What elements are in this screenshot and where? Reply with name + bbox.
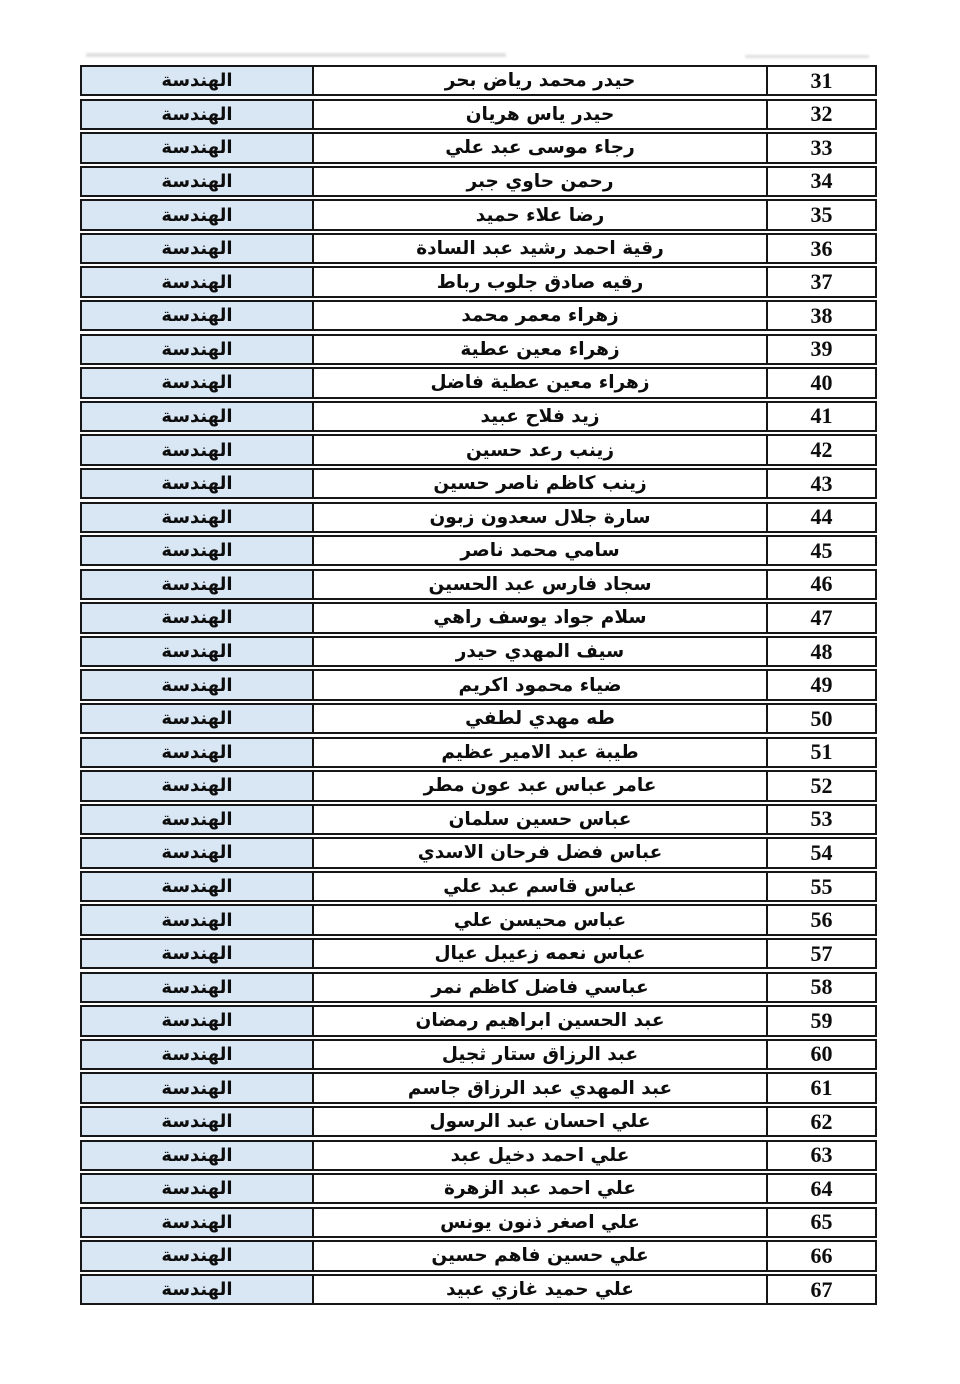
serial-cell: 64 [810, 1175, 833, 1201]
serial-cell: 61 [810, 1075, 833, 1101]
serial-cell: 53 [810, 806, 833, 832]
name-cell: سيف المهدي حيدر [314, 638, 768, 665]
serial-cell: 38 [810, 302, 833, 328]
table-row [80, 1207, 877, 1238]
name-cell: علي حسين فاهم حسين [314, 1242, 768, 1269]
department-cell: الهندسة [82, 1108, 314, 1135]
name-cell: رقية احمد رشيد عبد السادة [314, 235, 768, 262]
department-cell: الهندسة [82, 235, 314, 262]
table-row [80, 1039, 877, 1070]
serial-cell: 66 [810, 1242, 833, 1268]
serial-cell: 31 [810, 67, 833, 93]
name-cell: عباس نعمه زعيبل عيال [314, 940, 768, 967]
serial-cell: 58 [810, 974, 833, 1000]
name-cell: رحمن حاوي جبر [314, 168, 768, 195]
department-cell: الهندسة [82, 1209, 314, 1236]
department-cell: الهندسة [82, 839, 314, 866]
serial-cell: 63 [810, 1142, 833, 1168]
table-row [80, 737, 877, 768]
table-row [80, 233, 877, 264]
name-cell: سارة جلال سعدون زبون [314, 504, 768, 531]
table-row [80, 703, 877, 734]
name-cell: زهراء معمر محمد [314, 302, 768, 329]
table-row [80, 334, 877, 365]
table-row [80, 1240, 877, 1271]
name-cell: علي حميد غازي عبيد [314, 1276, 768, 1303]
serial-cell: 40 [810, 369, 833, 395]
department-cell: الهندسة [82, 739, 314, 766]
table-row [80, 669, 877, 700]
name-cell: عامر عباس عبد عون مطر [314, 772, 768, 799]
table-row [80, 132, 877, 163]
name-cell: علي احسان عبد الرسول [314, 1108, 768, 1135]
table-row [80, 199, 877, 230]
department-cell: الهندسة [82, 705, 314, 732]
serial-cell: 65 [810, 1209, 833, 1235]
table-row [80, 65, 877, 96]
serial-cell: 51 [810, 739, 833, 765]
name-cell: عباسي فاضل كاظم نمر [314, 974, 768, 1001]
table-row [80, 535, 877, 566]
department-cell: الهندسة [82, 1242, 314, 1269]
table-row [80, 636, 877, 667]
scan-artifact [745, 55, 869, 58]
name-cell: علي اصغر ذنون يونس [314, 1209, 768, 1236]
serial-cell: 45 [810, 537, 833, 563]
name-cell: رضا علاء حميد [314, 201, 768, 228]
table-row [80, 938, 877, 969]
serial-cell: 52 [810, 772, 833, 798]
name-cell: عباس حسين سلمان [314, 806, 768, 833]
serial-cell: 47 [810, 604, 833, 630]
department-cell: الهندسة [82, 403, 314, 430]
name-cell: عبد المهدي عبد الرزاق جاسم [314, 1074, 768, 1101]
serial-cell: 59 [810, 1007, 833, 1033]
department-cell: الهندسة [82, 470, 314, 497]
name-cell: سجاد فارس عبد الحسين [314, 571, 768, 598]
table-row [80, 468, 877, 499]
serial-cell: 44 [810, 504, 833, 530]
department-cell: الهندسة [82, 873, 314, 900]
name-cell: زينب رعد حسين [314, 436, 768, 463]
serial-cell: 60 [810, 1041, 833, 1067]
department-cell: الهندسة [82, 336, 314, 363]
name-cell: علي احمد دخيل عبد [314, 1142, 768, 1169]
name-cell: ضياء محمود اكريم [314, 671, 768, 698]
table-row [80, 804, 877, 835]
table-row [80, 1005, 877, 1036]
name-cell: عباس فضل فرحان الاسدي [314, 839, 768, 866]
name-cell: علي احمد عبد الزهرة [314, 1175, 768, 1202]
table-row [80, 1072, 877, 1103]
name-cell: عبد الحسين ابراهيم رمضان [314, 1007, 768, 1034]
department-cell: الهندسة [82, 571, 314, 598]
department-cell: الهندسة [82, 1175, 314, 1202]
department-cell: الهندسة [82, 504, 314, 531]
department-cell: الهندسة [82, 806, 314, 833]
serial-cell: 56 [810, 907, 833, 933]
serial-cell: 43 [810, 470, 833, 496]
department-cell: الهندسة [82, 1142, 314, 1169]
department-cell: الهندسة [82, 638, 314, 665]
table-row [80, 770, 877, 801]
name-cell: زينب كاظم ناصر حسين [314, 470, 768, 497]
department-cell: الهندسة [82, 537, 314, 564]
department-cell: الهندسة [82, 1007, 314, 1034]
department-cell: الهندسة [82, 168, 314, 195]
department-cell: الهندسة [82, 369, 314, 396]
name-cell: رقيه صادق جلوب رباط [314, 268, 768, 295]
department-cell: الهندسة [82, 671, 314, 698]
table-row [80, 300, 877, 331]
table-row [80, 401, 877, 432]
name-cell: طيبة عبد الامير عظيم [314, 739, 768, 766]
table-row [80, 569, 877, 600]
table-row [80, 1274, 877, 1305]
serial-cell: 49 [810, 672, 833, 698]
table-row [80, 1140, 877, 1171]
department-cell: الهندسة [82, 201, 314, 228]
table-row [80, 266, 877, 297]
serial-cell: 35 [810, 202, 833, 227]
department-cell: الهندسة [82, 604, 314, 631]
serial-cell: 50 [810, 705, 833, 731]
name-cell: زيد فلاح عبيد [314, 403, 768, 430]
name-cell: عباس محيسن علي [314, 906, 768, 933]
department-cell: الهندسة [82, 772, 314, 799]
serial-cell: 55 [810, 873, 833, 899]
table-row [80, 166, 877, 197]
serial-cell: 67 [810, 1276, 833, 1302]
serial-cell: 48 [810, 638, 833, 664]
department-cell: الهندسة [82, 302, 314, 329]
name-cell: عباس قاسم عبد علي [314, 873, 768, 900]
serial-cell: 41 [810, 403, 833, 429]
name-cell: حيدر ياس هريان [314, 101, 768, 128]
table-row [80, 1106, 877, 1137]
table-row [80, 1173, 877, 1204]
serial-cell: 37 [810, 269, 833, 295]
name-cell: سامي محمد ناصر [314, 537, 768, 564]
serial-cell: 46 [810, 571, 833, 597]
serial-cell: 42 [810, 437, 833, 463]
department-cell: الهندسة [82, 101, 314, 128]
student-list-table [80, 65, 877, 1305]
department-cell: الهندسة [82, 67, 314, 94]
serial-cell: 57 [810, 940, 833, 966]
name-cell: زهراء معين عطية [314, 336, 768, 363]
table-row [80, 99, 877, 130]
table-row [80, 367, 877, 398]
name-cell: عبد الرزاق ستار ثجيل [314, 1041, 768, 1068]
serial-cell: 54 [810, 839, 833, 865]
name-cell: سلام جواد يوسف راهي [314, 604, 768, 631]
department-cell: الهندسة [82, 1041, 314, 1068]
serial-cell: 36 [810, 235, 833, 261]
serial-cell: 33 [810, 134, 833, 160]
department-cell: الهندسة [82, 134, 314, 161]
name-cell: طه مهدي لطفي [314, 705, 768, 732]
table-row [80, 434, 877, 465]
department-cell: الهندسة [82, 906, 314, 933]
table-row [80, 502, 877, 533]
department-cell: الهندسة [82, 268, 314, 295]
department-cell: الهندسة [82, 436, 314, 463]
table-row [80, 602, 877, 633]
scan-artifact [86, 53, 506, 57]
name-cell: زهراء معين عطية فاضل [314, 369, 768, 396]
department-cell: الهندسة [82, 940, 314, 967]
serial-cell: 39 [810, 336, 833, 362]
department-cell: الهندسة [82, 974, 314, 1001]
table-row [80, 904, 877, 935]
department-cell: الهندسة [82, 1276, 314, 1303]
table-row [80, 871, 877, 902]
serial-cell: 62 [810, 1108, 833, 1134]
department-cell: الهندسة [82, 1074, 314, 1101]
name-cell: حيدر محمد رياض بحر [314, 67, 768, 94]
serial-cell: 32 [810, 101, 833, 127]
table-row [80, 972, 877, 1003]
table-row [80, 837, 877, 868]
name-cell: رجاء موسى عبد علي [314, 134, 768, 161]
serial-cell: 34 [810, 168, 833, 194]
